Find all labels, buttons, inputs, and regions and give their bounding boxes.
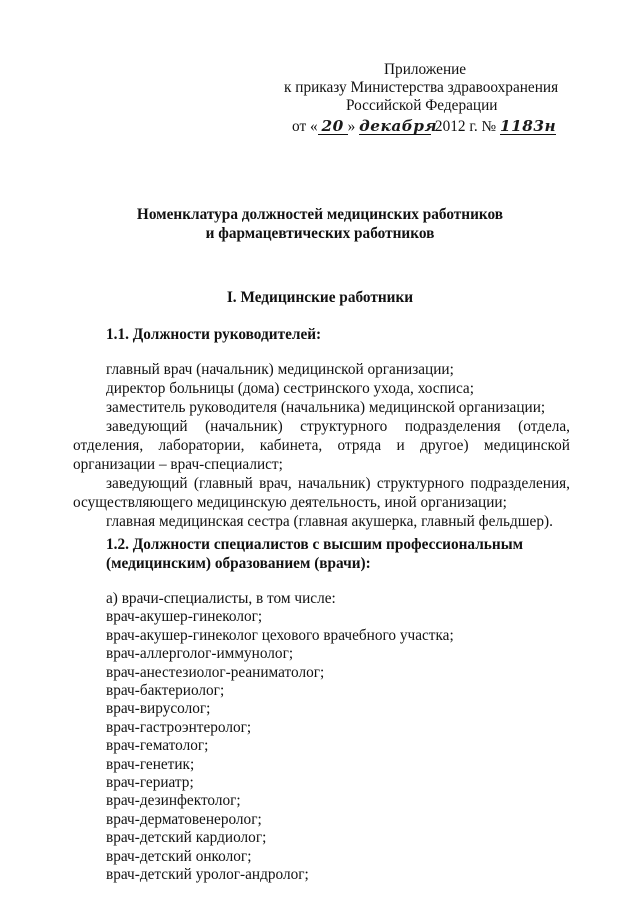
paragraph: заместитель руководителя (начальника) медицинской организации; xyxy=(106,399,546,416)
list-item: врач-вирусолог; xyxy=(106,700,211,718)
list-item: врач-бактериолог; xyxy=(106,682,225,700)
date-prefix: от « xyxy=(292,118,318,135)
list-item: врач-дезинфектолог; xyxy=(106,792,241,810)
section-heading: I. Медицинские работники xyxy=(226,289,414,306)
order-number-handwritten: 1183н xyxy=(499,117,557,135)
date-day-handwritten: 20 xyxy=(318,118,348,135)
paragraph: заведующий (начальник) структурного подразделения (отдела, отделения, лаборатории, кабинета, отряда и другое) медицинской организации – врач-специалист; xyxy=(73,418,570,473)
list-item: врач-гериатр; xyxy=(106,774,194,792)
list-item: врач-детский кардиолог; xyxy=(106,829,267,847)
paragraph: главная медицинская сестра (главная акушерка, главный фельдшер). xyxy=(106,513,553,530)
subsection-heading-1-2 xyxy=(106,535,523,573)
document-title xyxy=(0,205,640,243)
list-item: врач-генетик; xyxy=(106,755,195,773)
annex-order-line: к приказу Министерства здравоохранения xyxy=(284,79,559,96)
annex-federation-line: Российской Федерации xyxy=(346,97,498,114)
subsection-1-1-body xyxy=(73,360,570,531)
list-item: врач-детский онколог; xyxy=(106,847,252,865)
title-line-2: и фармацевтических работников xyxy=(205,225,435,242)
subsection-heading-1-2-line-1: 1.2. Должности специалистов с высшим профессиональным xyxy=(106,536,524,553)
subsection-heading-1-2-line-2: (медицинским) образованием (врачи): xyxy=(106,555,371,572)
list-item: врач-аллерголог-иммунолог; xyxy=(106,645,294,663)
list-item: врач-акушер-гинеколог; xyxy=(106,608,263,626)
list-item: врач-анестезиолог-реаниматолог; xyxy=(106,663,325,681)
paragraph: заведующий (главный врач, начальник) структурного подразделения, осуществляющего медицинскую деятельность, иной организации; xyxy=(73,475,570,511)
annex-date-line xyxy=(292,117,556,137)
list-item: врач-детский уролог-андролог; xyxy=(106,866,309,884)
annex-title: Приложение xyxy=(384,61,467,78)
list-intro: а) врачи-специалисты, в том числе: xyxy=(106,590,336,607)
specialists-list xyxy=(106,590,454,885)
list-item: врач-акушер-гинеколог цехового врачебного участка; xyxy=(106,626,454,644)
date-month-handwritten: декабря xyxy=(359,117,438,135)
date-mid: » xyxy=(347,118,356,135)
subsection-heading-1-1: 1.1. Должности руководителей: xyxy=(106,326,322,343)
date-year: 2012 г. № xyxy=(434,118,497,135)
list-item: врач-гастроэнтеролог; xyxy=(106,718,252,736)
list-item: врач-гематолог; xyxy=(106,737,209,755)
paragraph: директор больницы (дома) сестринского ухода, хосписа; xyxy=(106,380,474,397)
list-item: врач-дерматовенеролог; xyxy=(106,810,262,828)
paragraph: главный врач (начальник) медицинской организации; xyxy=(106,361,454,378)
title-line-1: Номенклатура должностей медицинских работников xyxy=(136,206,504,223)
